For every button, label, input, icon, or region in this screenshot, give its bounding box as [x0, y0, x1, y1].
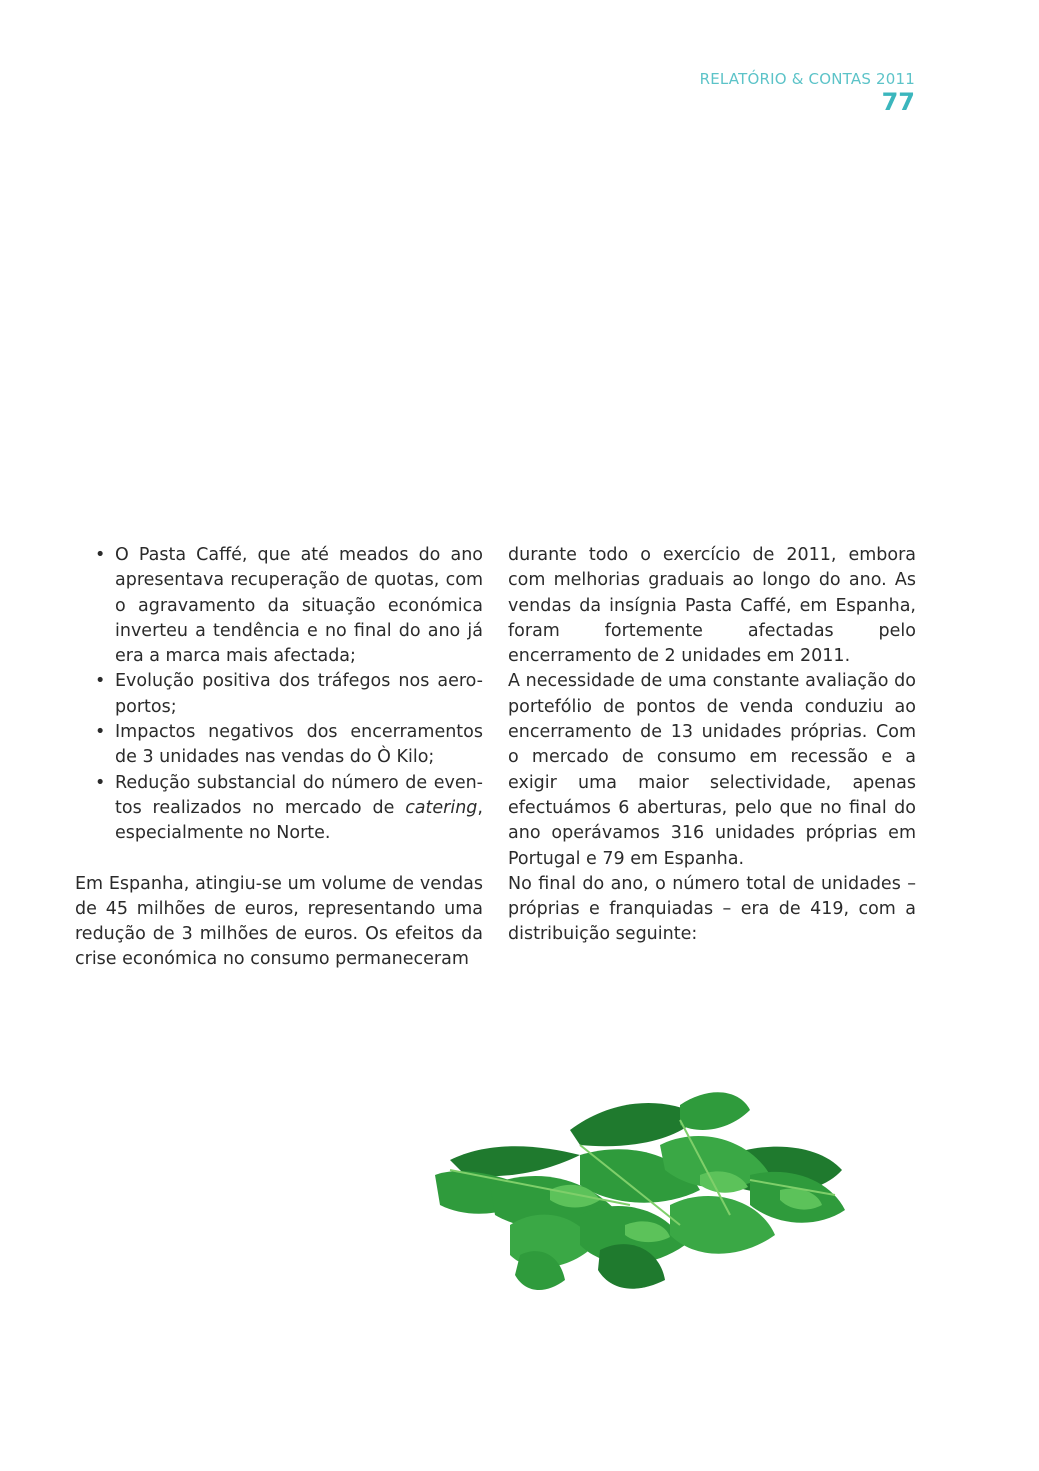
page-number: 77 [881, 88, 915, 116]
paragraph: A necessidade de uma constante avaliação do portefólio de pontos de venda conduziu ao encerramento de 13 unidades próprias. Com o mercado de consumo em recessão e a exigir uma maior selectividade, apenas efectuámos 6 aberturas, pelo que no final do ano operávamos 316 unidades próprias em Portugal e 79 em Espanha. [508, 671, 916, 869]
report-title: RELATÓRIO & CONTAS 2011 [699, 70, 915, 88]
bullet-text: , especialmente no Norte. [115, 797, 483, 844]
bullet-item [115, 771, 483, 847]
paragraph: No final do ano, o número total de unidades – próprias e franquiadas – era de 419, com a distribuição seguinte: [508, 873, 916, 945]
right-column [508, 543, 916, 948]
bullet-item: • O Pasta Caffé, que até meados do ano apresentava recuperação de quotas, com o agravamento da situação económica inverteu a tendência e no final do ano já era a marca mais afectada; [115, 543, 483, 669]
page-header [700, 70, 915, 116]
bullet-italic-text: catering [405, 797, 478, 818]
arugula-leaves-icon [430, 1085, 850, 1300]
bullet-item: • Evolução positiva dos tráfegos nos aero-portos; [115, 669, 483, 720]
left-column [75, 543, 483, 973]
bullet-item: • Impactos negativos dos encerramentos de 3 unidades nas vendas do Ò Kilo; [115, 720, 483, 771]
paragraph: Em Espanha, atingiu-se um volume de vendas de 45 milhões de euros, representando uma redução de 3 milhões de euros. Os efeitos da crise económica no consumo permaneceram [75, 873, 483, 970]
bullet-text: Redução substancial do número de even-tos realizados no mercado de [115, 772, 483, 818]
paragraph: durante todo o exercício de 2011, embora com melhorias graduais ao longo do ano. As vendas da insígnia Pasta Caffé, em Espanha, foram fortemente afectadas pelo encerramento de 2 unidades em 2011. [508, 545, 916, 667]
arugula-leaves-image [430, 1085, 850, 1300]
bullet-list [75, 543, 483, 847]
